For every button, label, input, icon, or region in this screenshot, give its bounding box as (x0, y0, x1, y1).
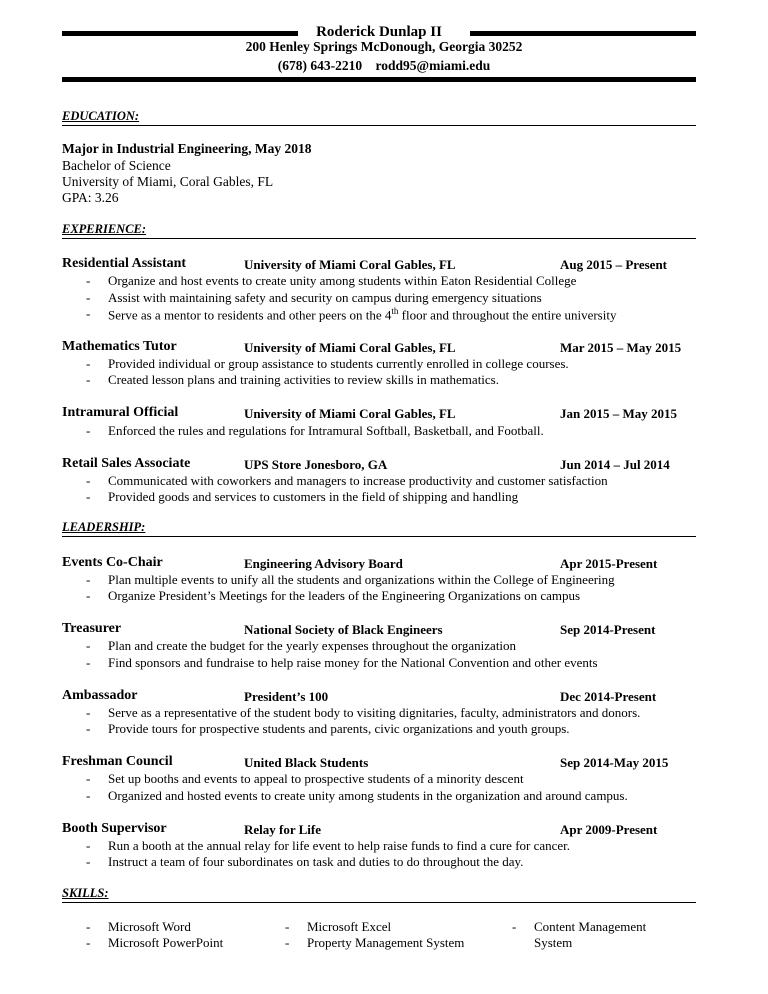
entry-date: Sep 2014-Present (560, 622, 656, 637)
entry-org: UPS Store Jonesboro, GA (244, 457, 388, 472)
entry-title: Residential Assistant (62, 256, 187, 271)
entry-org: United Black Students (244, 755, 369, 770)
entry-date: Apr 2015-Present (560, 556, 658, 571)
entry-title: Intramural Official (62, 405, 179, 420)
entry-org: National Society of Black Engineers (244, 622, 443, 637)
entry-org: University of Miami Coral Gables, FL (244, 340, 456, 355)
leadership-heading: LEADERSHIP: (62, 520, 696, 537)
education-gpa: GPA: 3.26 (62, 190, 119, 205)
phone: (678) 643-2210 (277, 58, 363, 73)
entry-title: Treasurer (62, 621, 122, 636)
experience-heading: EXPERIENCE: (62, 222, 696, 239)
entry-title: Freshman Council (62, 754, 173, 769)
entry-date: Sep 2014-May 2015 (560, 755, 669, 770)
entry-title: Booth Supervisor (62, 821, 167, 836)
email: rodd95@miami.edu (375, 58, 491, 73)
entry-org: University of Miami Coral Gables, FL (244, 406, 456, 421)
education-major: Major in Industrial Engineering, May 2018 (62, 141, 312, 156)
entry-date: Mar 2015 – May 2015 (560, 340, 682, 355)
education-degree: Bachelor of Science (62, 158, 171, 173)
education-school: University of Miami, Coral Gables, FL (62, 174, 274, 189)
entry-date: Jan 2015 – May 2015 (560, 406, 677, 421)
contact-line (0, 58, 768, 74)
entry-title: Ambassador (62, 688, 138, 703)
entry-org: Relay for Life (244, 822, 322, 837)
entry-title: Mathematics Tutor (62, 339, 177, 354)
candidate-name: Roderick Dunlap II (316, 24, 442, 40)
entry-org: President’s 100 (244, 689, 329, 704)
header-rule (62, 77, 696, 82)
skills-heading: SKILLS: (62, 886, 696, 903)
entry-title: Events Co-Chair (62, 555, 163, 570)
education-heading: EDUCATION: (62, 109, 696, 126)
entry-date: Dec 2014-Present (560, 689, 657, 704)
entry-date: Apr 2009-Present (560, 822, 658, 837)
entry-date: Jun 2014 – Jul 2014 (560, 457, 670, 472)
entry-date: Aug 2015 – Present (560, 257, 668, 272)
entry-title: Retail Sales Associate (62, 456, 191, 471)
address: 200 Henley Springs McDonough, Georgia 30252 (245, 39, 523, 54)
resume-page: Roderick Dunlap II 200 Henley Springs McDonough, Georgia 30252 (678) 643-2210 rodd95@miami.edu EDUCATION: Major in Industrial Engineering, May 2018 Bachelor of Science University of Miami, Coral Gables, FL GPA: 3.26 EXPERIENCE: Residential Assistant University of Miami Coral Gables, FL Aug 2015 – Present - Organize and host events to create unity among students within Eaton Residential College - Assist with maintaining safety and security on campus during emergency situations - Serve as a mentor to residents and other peers on the 4th floor and throughout the entire university Mathematics Tutor University of Miami Coral Gables, FL Mar 2015 – May 2015 - Provided individual or group assistance to students currently enrolled in college courses. - Created lesson plans and training activities to review skills in mathematics. Intramural Official University of Miami Coral Gables, FL Jan 2015 – May 2015 - Enforced the rules and regulations for Intramural Softball, Basketball, and Football. Retail Sales Associate UPS Store Jonesboro, GA Jun 2014 – Jul 2014 - Communicated with coworkers and managers to increase productivity and customer satisfaction - Provided goods and services to customers in the field of shipping and handling LEADERSHIP: Events Co-Chair Engineering Advisory Board Apr 2015-Present - Plan multiple events to unify all the students and organizations within the College of Engineering - Organize President’s Meetings for the leaders of the Engineering Organizations on campus Treasurer National Society of Black Engineers Sep 2014-Present - Plan and create the budget for the yearly expenses throughout the organization - Find sponsors and fundraise to help raise money for the National Convention and other events Ambassador President’s 100 Dec 2014-Present - Serve as a representative of the student body to visiting dignitaries, faculty, administrators and donors. - Provide tours for prospective students and parents, civic organizations and youth groups. Freshman Council United Black Students Sep 2014-May 2015 - Set up booths and events to appeal to prospective students of a minority descent - Organized and hosted events to create unity among students in the organization and around campus. Booth Supervisor Relay for Life Apr 2009-Present - Run a booth at the annual relay for life event to help raise funds to find a cure for cancer. - Instruct a team of four subordinates on task and duties to do throughout the day. SKILLS: - Microsoft Word - Microsoft PowerPoint - Microsoft Excel - Property Management System - Content Management System (0, 0, 768, 994)
entry-org: Engineering Advisory Board (244, 556, 403, 571)
entry-org: University of Miami Coral Gables, FL (244, 257, 456, 272)
